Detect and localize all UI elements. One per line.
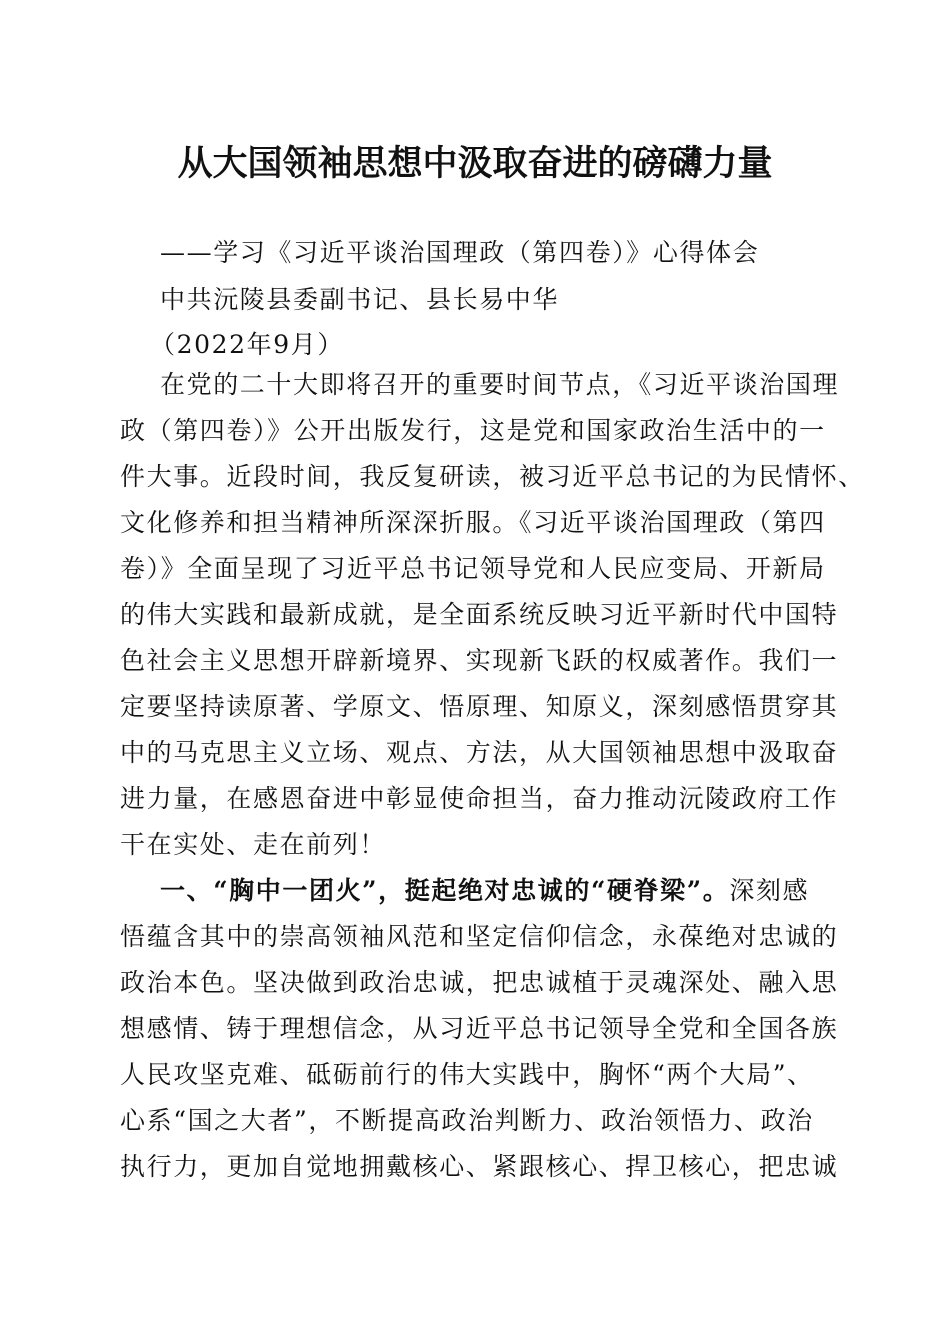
- paragraph2-line: 悟蕴含其中的崇高领袖风范和坚定信仰信念，永葆绝对忠诚的: [120, 922, 839, 951]
- paragraph1-line: 色社会主义思想开辟新境界、实现新飞跃的权威著作。我们一: [120, 646, 839, 675]
- document-author: 中共沅陵县委副书记、县长易中华: [160, 285, 560, 314]
- paragraph2-line: 执行力，更加自觉地拥戴核心、紧跟核心、捍卫核心，把忠诚: [120, 1152, 839, 1181]
- paragraph2-first-line: [160, 876, 809, 906]
- section-heading: 一、“胸中一团火”，挺起绝对忠诚的“硬脊梁”。: [160, 876, 730, 905]
- paragraph2-line: 人民攻坚克难、砥砺前行的伟大实践中，胸怀“两个大局”、: [120, 1060, 814, 1089]
- document-date: （2022年9月）: [150, 330, 344, 359]
- paragraph1-line: 件大事。近段时间，我反复研读，被习近平总书记的为民情怀、: [120, 462, 865, 491]
- paragraph1-line: 卷）》全面呈现了习近平总书记领导党和人民应变局、开新局: [120, 554, 826, 583]
- document-subtitle: ——学习《习近平谈治国理政（第四卷）》心得体会: [160, 238, 760, 267]
- paragraph1-line: 干在实处、走在前列！: [120, 830, 387, 859]
- paragraph2-first-line-rest: 深刻感: [729, 876, 810, 905]
- paragraph1-line: 文化修养和担当精神所深深折服。《习近平谈治国理政（第四: [120, 508, 826, 537]
- paragraph1-line: 中的马克思主义立场、观点、方法，从大国领袖思想中汲取奋: [120, 738, 839, 767]
- paragraph1-line: 进力量，在感恩奋进中彰显使命担当，奋力推动沅陵政府工作: [120, 784, 839, 813]
- paragraph2-line: 心系“国之大者”，不断提高政治判断力、政治领悟力、政治: [120, 1106, 814, 1135]
- paragraph1-line: 政（第四卷）》公开出版发行，这是党和国家政治生活中的一: [120, 416, 826, 445]
- paragraph1-line: 在党的二十大即将召开的重要时间节点，《习近平谈治国理: [160, 370, 840, 399]
- document-title: 从大国领袖思想中汲取奋进的磅礴力量: [177, 143, 773, 184]
- paragraph1-line: 的伟大实践和最新成就，是全面系统反映习近平新时代中国特: [120, 600, 839, 629]
- paragraph2-line: 政治本色。坚决做到政治忠诚，把忠诚植于灵魂深处、融入思: [120, 968, 839, 997]
- paragraph1-line: 定要坚持读原著、学原文、悟原理、知原义，深刻感悟贯穿其: [120, 692, 839, 721]
- paragraph2-line: 想感情、铸于理想信念，从习近平总书记领导全党和全国各族: [120, 1014, 839, 1043]
